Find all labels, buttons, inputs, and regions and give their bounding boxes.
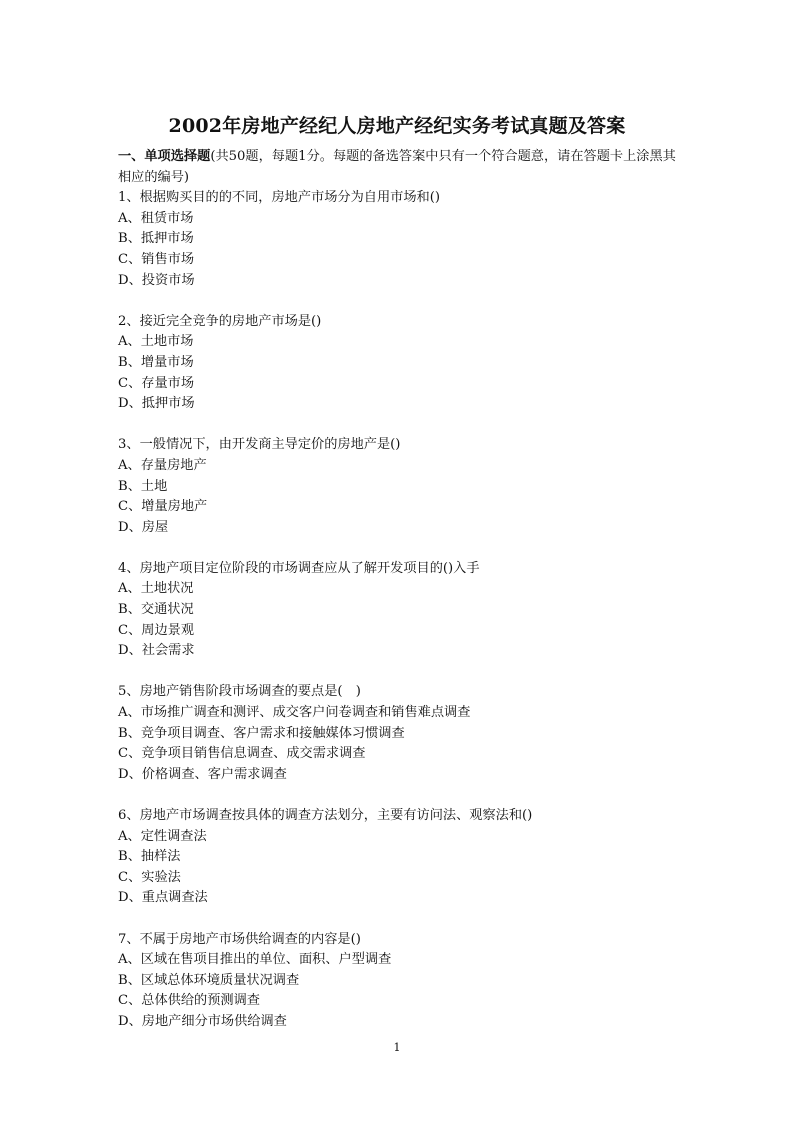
answer-option: C、实验法 [118, 869, 181, 885]
question-stem: 7、不属于房地产市场供给调查的内容是() [118, 931, 361, 947]
section-heading-bold: 一、单项选择题 [118, 149, 211, 164]
answer-option: A、存量房地产 [118, 457, 207, 473]
answer-option: A、区域在售项目推出的单位、面积、户型调查 [118, 952, 392, 968]
document-title: 2002年房地产经纪人房地产经纪实务考试真题及答案 [168, 115, 626, 137]
page-number: 1 [393, 1041, 401, 1054]
question-stem: 4、房地产项目定位阶段的市场调查应从了解开发项目的()入手 [118, 560, 480, 576]
section-heading [118, 147, 678, 188]
answer-option: B、交通状况 [118, 602, 194, 618]
question-stem: 1、根据购买目的的不同，房地产市场分为自用市场和() [118, 190, 440, 206]
question-stem: 2、接近完全竞争的房地产市场是() [118, 313, 322, 329]
answer-option: C、增量房地产 [118, 499, 208, 515]
question-stem: 6、房地产市场调查按具体的调查方法划分，主要有访问法、观察法和() [118, 808, 533, 823]
answer-option: D、重点调查法 [118, 890, 208, 906]
answer-option: D、投资市场 [118, 272, 195, 288]
answer-option: D、房屋 [118, 519, 169, 535]
answer-option: A、租赁市场 [118, 210, 194, 226]
answer-option: C、销售市场 [118, 251, 195, 267]
question-stem: 5、房地产销售阶段市场调查的要点是( ) [118, 684, 361, 700]
question-item [118, 559, 678, 662]
answer-option: D、社会需求 [118, 643, 195, 659]
answer-option: C、周边景观 [118, 622, 195, 638]
answer-option: D、房地产细分市场供给调查 [118, 1013, 287, 1029]
answer-option: C、竞争项目销售信息调查、成交需求调查 [118, 746, 366, 762]
document-body [118, 147, 678, 1053]
question-list [118, 188, 678, 1032]
answer-option: B、土地 [118, 478, 168, 494]
answer-option: A、市场推广调查和测评、成交客户问卷调查和销售难点调查 [118, 705, 471, 721]
question-stem: 3、一般情况下，由开发商主导定价的房地产是() [118, 437, 401, 453]
question-item [118, 930, 678, 1033]
question-item [118, 806, 678, 909]
answer-option: A、定性调查法 [118, 828, 207, 844]
answer-option: D、价格调查、客户需求调查 [118, 766, 287, 782]
answer-option: C、存量市场 [118, 375, 195, 391]
answer-option: B、抽样法 [118, 849, 181, 865]
question-item [118, 435, 678, 538]
question-item [118, 682, 678, 785]
answer-option: A、土地状况 [118, 581, 194, 597]
question-item [118, 312, 678, 415]
answer-option: B、抵押市场 [118, 231, 194, 247]
answer-option: B、竞争项目调查、客户需求和接触媒体习惯调查 [118, 725, 405, 741]
answer-option: A、土地市场 [118, 334, 194, 350]
answer-option: C、总体供给的预测调查 [118, 993, 260, 1009]
answer-option: B、增量市场 [118, 354, 194, 370]
answer-option: B、区域总体环境质量状况调查 [118, 972, 300, 988]
answer-option: D、抵押市场 [118, 396, 195, 412]
section-heading-instructions: (共50题，每题1分。每题的备选答案中只有一个符合题意，请在答题卡上涂黑其相应的编号) [118, 149, 676, 185]
question-item [118, 188, 678, 291]
